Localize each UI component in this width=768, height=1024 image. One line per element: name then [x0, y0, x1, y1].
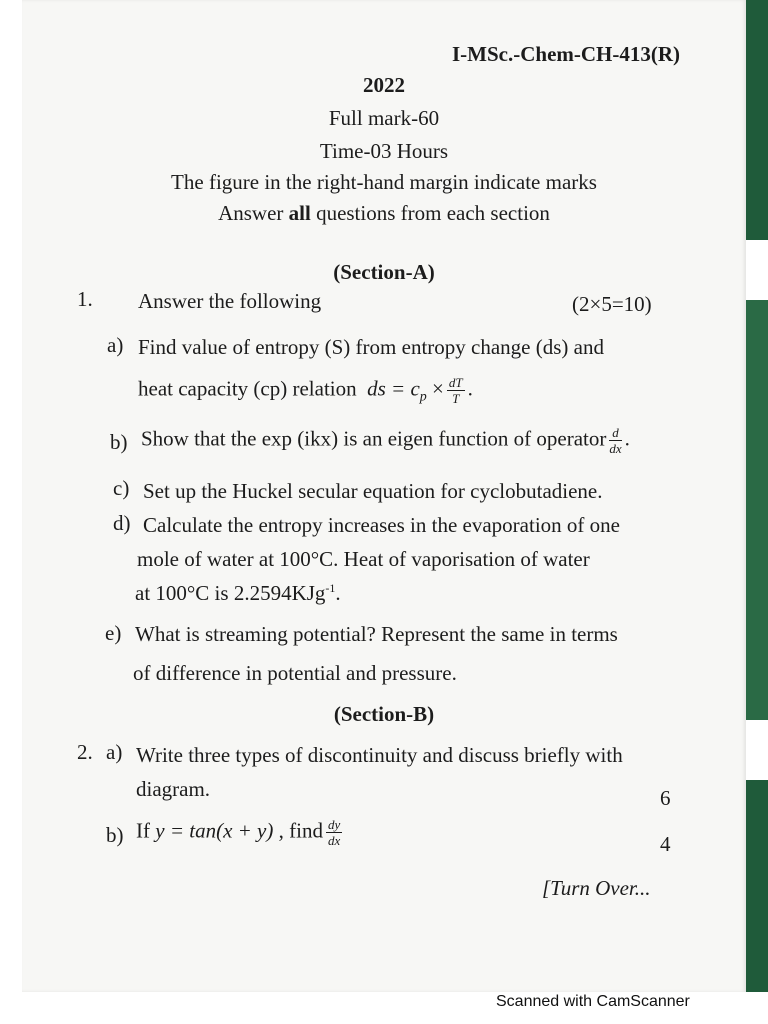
- fraction-dT-over-T: $\frac{dT}{T}$: [448, 375, 463, 406]
- instruction-marks: The figure in the right-hand margin indicate marks: [171, 170, 597, 194]
- item-label: d): [113, 511, 131, 535]
- fraction-d-over-dx: $\frac{d}{dx}$: [609, 425, 622, 456]
- item-label: a): [106, 740, 123, 764]
- item-d-line2: mole of water at 100°C. Heat of vaporisation of water: [137, 547, 590, 571]
- item-label: b): [106, 823, 124, 847]
- section-a-title: (Section-A): [333, 260, 435, 284]
- question-number: 2.: [77, 740, 93, 764]
- item-2a-line2: diagram.: [136, 777, 211, 801]
- item-2b-marks: 4: [660, 832, 671, 856]
- item-a-line1: Find value of entropy (S) from entropy change (ds) and: [138, 335, 604, 359]
- scanner-watermark: Scanned with CamScanner: [496, 993, 690, 1010]
- item-2b-text: If y = tan(x + y) , find $\frac{dy}{dx}$: [136, 817, 341, 848]
- question-text: Answer the following: [138, 289, 322, 313]
- item-label: a): [107, 333, 124, 357]
- section-b-title: (Section-B): [333, 702, 435, 726]
- item-e-line2: of difference in potential and pressure.: [133, 661, 457, 685]
- background-stripe: [746, 780, 768, 992]
- fraction-dy-over-dx: $\frac{dy}{dx}$: [327, 817, 341, 848]
- question-number: 1.: [77, 287, 93, 311]
- item-d-line1: Calculate the entropy increases in the evaporation of one: [143, 513, 620, 537]
- item-label: e): [105, 621, 122, 645]
- paper-code: I-MSc.-Chem-CH-413(R): [452, 42, 681, 66]
- exam-year: 2022: [363, 73, 405, 97]
- item-2a-line1: Write three types of discontinuity and discuss briefly with: [136, 743, 623, 767]
- scanner-footer: [0, 992, 768, 1024]
- time-limit: Time-03 Hours: [319, 139, 449, 163]
- background-stripe: [746, 0, 768, 240]
- instruction-answer: Answer all questions from each section: [218, 201, 550, 225]
- item-2a-marks: 6: [660, 786, 671, 810]
- item-d-line3: at 100°C is 2.2594KJg$^{-1}$.: [135, 581, 341, 605]
- turn-over-note: [Turn Over...: [542, 876, 651, 900]
- item-b-text: Show that the exp (ikx) is an eigen function of operator $\frac{d}{dx}$ .: [141, 425, 630, 456]
- item-c-text: Set up the Huckel secular equation for cyclobutadiene.: [143, 479, 603, 503]
- background-stripe: [746, 300, 768, 720]
- question-marks: (2×5=10): [572, 292, 652, 316]
- exam-paper: [22, 0, 746, 992]
- item-label: c): [113, 476, 130, 500]
- item-a-line2: heat capacity (cp) relation ds = $c_p$ × $\frac{dT}{T}$ .: [138, 375, 473, 406]
- item-label: b): [110, 430, 128, 454]
- full-mark: Full mark-60: [328, 106, 440, 130]
- item-e-line1: What is streaming potential? Represent the same in terms: [135, 622, 618, 646]
